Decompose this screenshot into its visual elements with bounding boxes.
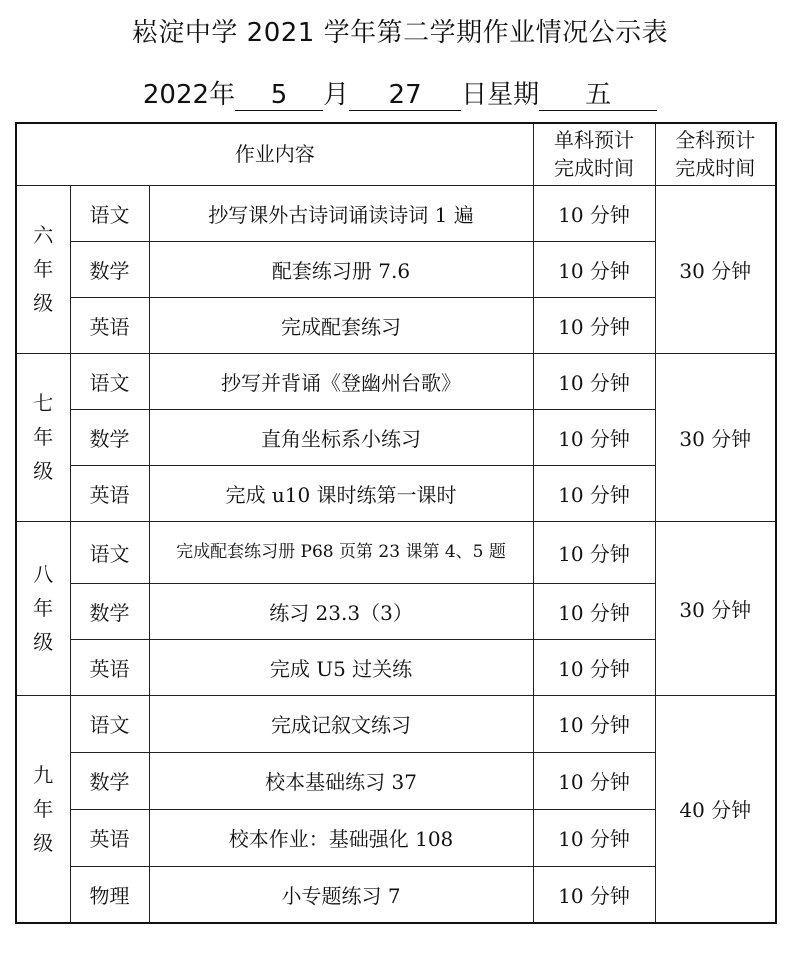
total-time-cell: 30 分钟 xyxy=(655,521,776,695)
time-cell: 10 分钟 xyxy=(533,465,655,521)
date-line xyxy=(0,74,800,111)
subject-cell: 语文 xyxy=(70,353,149,409)
subject-cell: 数学 xyxy=(70,583,149,639)
content-cell: 完成配套练习 xyxy=(149,297,533,353)
table-row xyxy=(16,695,776,752)
header-total-time: 全科预计 完成时间 xyxy=(655,123,776,185)
table-row xyxy=(16,521,776,583)
date-month-label: 月 xyxy=(323,80,350,110)
table-row xyxy=(16,185,776,241)
time-cell: 10 分钟 xyxy=(533,695,655,752)
date-month: 5 xyxy=(235,80,323,111)
grade-label: 八 年 级 xyxy=(16,521,70,695)
content-cell: 直角坐标系小练习 xyxy=(149,409,533,465)
time-cell: 10 分钟 xyxy=(533,409,655,465)
total-time-cell: 40 分钟 xyxy=(655,695,776,923)
content-cell: 抄写并背诵《登幽州台歌》 xyxy=(149,353,533,409)
date-year: 2022 xyxy=(142,80,210,110)
subject-cell: 英语 xyxy=(70,297,149,353)
content-cell: 完成 U5 过关练 xyxy=(149,639,533,695)
time-cell: 10 分钟 xyxy=(533,809,655,866)
subject-cell: 数学 xyxy=(70,409,149,465)
content-cell: 配套练习册 7.6 xyxy=(149,241,533,297)
subject-cell: 英语 xyxy=(70,809,149,866)
total-time-cell: 30 分钟 xyxy=(655,185,776,353)
subject-cell: 语文 xyxy=(70,521,149,583)
time-cell: 10 分钟 xyxy=(533,583,655,639)
time-cell: 10 分钟 xyxy=(533,353,655,409)
date-weekday: 五 xyxy=(539,80,657,111)
content-cell: 完成配套练习册 P68 页第 23 课第 4、5 题 xyxy=(149,521,533,583)
time-cell: 10 分钟 xyxy=(533,866,655,923)
time-cell: 10 分钟 xyxy=(533,521,655,583)
page-title: 崧淀中学 2021 学年第二学期作业情况公示表 xyxy=(131,18,669,48)
header-row xyxy=(16,123,776,185)
time-cell: 10 分钟 xyxy=(533,241,655,297)
time-cell: 10 分钟 xyxy=(533,752,655,809)
grade-label: 七 年 级 xyxy=(16,353,70,521)
header-content: 作业内容 xyxy=(16,123,533,185)
homework-table xyxy=(15,122,777,924)
time-cell: 10 分钟 xyxy=(533,639,655,695)
subject-cell: 数学 xyxy=(70,752,149,809)
content-cell: 抄写课外古诗词诵读诗词 1 遍 xyxy=(149,185,533,241)
date-day-label: 日星期 xyxy=(461,80,540,110)
grade-label: 九 年 级 xyxy=(16,695,70,923)
date-year-label: 年 xyxy=(209,80,236,110)
content-cell: 校本作业：基础强化 108 xyxy=(149,809,533,866)
header-single-time: 单科预计 完成时间 xyxy=(533,123,655,185)
grade-label: 六 年 级 xyxy=(16,185,70,353)
subject-cell: 语文 xyxy=(70,185,149,241)
subject-cell: 英语 xyxy=(70,465,149,521)
subject-cell: 数学 xyxy=(70,241,149,297)
subject-cell: 英语 xyxy=(70,639,149,695)
total-time-cell: 30 分钟 xyxy=(655,353,776,521)
subject-cell: 物理 xyxy=(70,866,149,923)
table-row xyxy=(16,353,776,409)
content-cell: 校本基础练习 37 xyxy=(149,752,533,809)
date-day: 27 xyxy=(349,80,461,111)
time-cell: 10 分钟 xyxy=(533,297,655,353)
content-cell: 练习 23.3（3） xyxy=(149,583,533,639)
content-cell: 完成 u10 课时练第一课时 xyxy=(149,465,533,521)
content-cell: 小专题练习 7 xyxy=(149,866,533,923)
time-cell: 10 分钟 xyxy=(533,185,655,241)
content-cell: 完成记叙文练习 xyxy=(149,695,533,752)
subject-cell: 语文 xyxy=(70,695,149,752)
